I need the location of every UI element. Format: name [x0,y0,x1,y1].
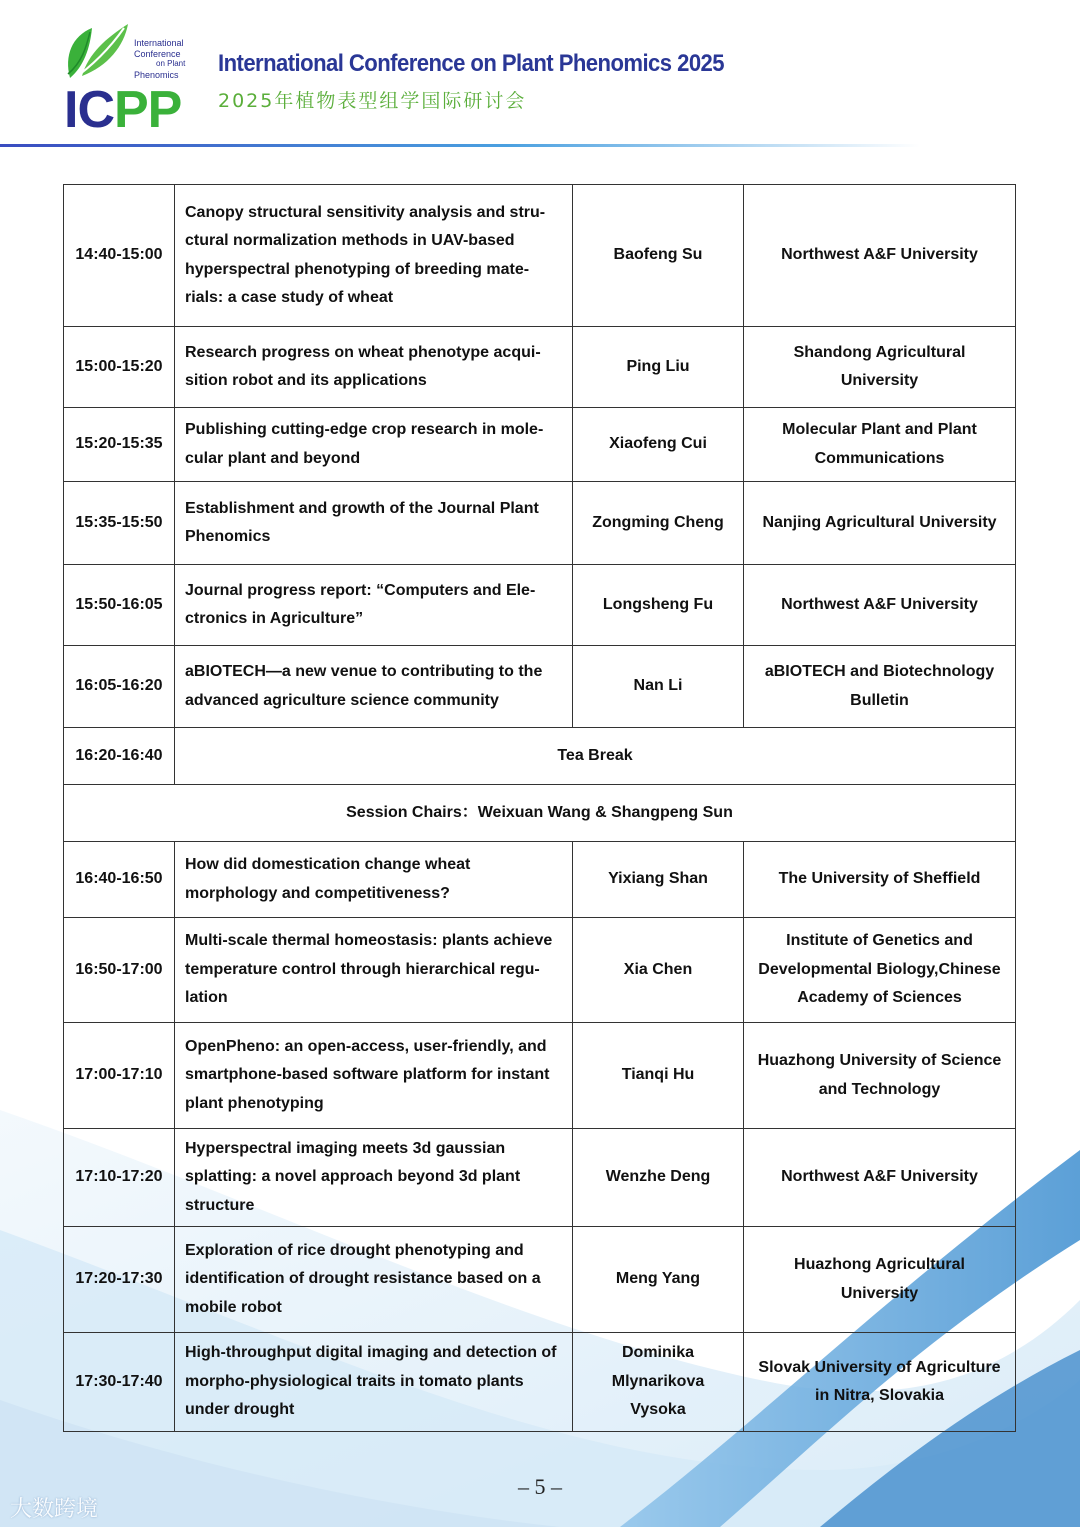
watermark: 大数跨境 [10,1497,99,1522]
table-row [64,327,1016,408]
affiliation-cell: Northwest A&F University [744,1129,1016,1227]
affiliation-cell: Huazhong University of Science and Technology [744,1023,1016,1129]
affiliation-cell: Shandong Agricultural University [744,327,1016,408]
time-cell: 16:40-16:50 [64,842,175,918]
speaker-cell: Wenzhe Deng [573,1129,744,1227]
speaker-cell: Tianqi Hu [573,1023,744,1129]
topic-cell: How did domestication change wheat morphology and competitiveness? [175,842,573,918]
speaker-cell: Xiaofeng Cui [573,408,744,482]
affiliation-cell: Slovak University of Agriculture in Nitra, Slovakia [744,1333,1016,1432]
affiliation-cell: The University of Sheffield [744,842,1016,918]
page-number: – 5 – [518,1474,562,1499]
time-cell: 15:35-15:50 [64,482,175,565]
topic-cell: Journal progress report: “Computers and Ele-ctronics in Agriculture” [175,565,573,646]
affiliation-cell: Northwest A&F University [744,185,1016,327]
time-cell: 16:20-16:40 [64,728,175,785]
logo-pp: PP [114,81,182,139]
topic-cell: High-throughput digital imaging and detection of morpho-physiological traits in tomato plants under drought [175,1333,573,1432]
tea-break-cell: Tea Break [175,728,1016,785]
table-row [64,1333,1016,1432]
speaker-cell: Ping Liu [573,327,744,408]
table-row [64,918,1016,1023]
table-row [64,1129,1016,1227]
table-row [64,842,1016,918]
table-row [64,482,1016,565]
topic-cell: OpenPheno: an open-access, user-friendly, and smartphone-based software platform for instant plant phenotyping [175,1023,573,1129]
speaker-cell: Longsheng Fu [573,565,744,646]
topic-cell: Publishing cutting-edge crop research in mole-cular plant and beyond [175,408,573,482]
speaker-cell: Dominika Mlynarikova Vysoka [573,1333,744,1432]
topic-cell: Research progress on wheat phenotype acqui-sition robot and its applications [175,327,573,408]
topic-cell: Exploration of rice drought phenotyping and identification of drought resistance based on a mobile robot [175,1227,573,1333]
topic-cell: aBIOTECH—a new venue to contributing to the advanced agriculture science community [175,646,573,728]
topic-cell: Multi-scale thermal homeostasis: plants achieve temperature control through hierarchical regu-lation [175,918,573,1023]
time-cell: 17:30-17:40 [64,1333,175,1432]
speaker-cell: Nan Li [573,646,744,728]
topic-cell: Canopy structural sensitivity analysis and stru-ctural normalization methods in UAV-based hyperspectral phenotyping of breeding mate-rials: a case study of wheat [175,185,573,327]
table-row-session [64,785,1016,842]
table-row [64,646,1016,728]
conference-title-cn: 2025年植物表型组学国际研讨会 [218,90,527,112]
speaker-cell: Yixiang Shan [573,842,744,918]
time-cell: 15:20-15:35 [64,408,175,482]
speaker-cell: Baofeng Su [573,185,744,327]
affiliation-cell: Nanjing Agricultural University [744,482,1016,565]
time-cell: 17:10-17:20 [64,1129,175,1227]
affiliation-cell: Huazhong Agricultural University [744,1227,1016,1333]
time-cell: 16:50-17:00 [64,918,175,1023]
time-cell: 14:40-15:00 [64,185,175,327]
table-row [64,408,1016,482]
affiliation-cell: Northwest A&F University [744,565,1016,646]
logo-line: International [134,38,184,48]
schedule-table [63,184,1016,1432]
table-row [64,185,1016,327]
header-divider [0,144,920,147]
time-cell: 15:50-16:05 [64,565,175,646]
logo-line: Conference [134,48,181,59]
table-row-break [64,728,1016,785]
logo-line: Phenomics [134,69,179,80]
time-cell: 16:05-16:20 [64,646,175,728]
speaker-cell: Meng Yang [573,1227,744,1333]
conference-title-en: International Conference on Plant Phenomics 2025 [218,50,725,77]
icpp-logo [62,18,194,134]
table-row [64,565,1016,646]
logo-line: on Plant [156,59,186,68]
time-cell: 17:20-17:30 [64,1227,175,1333]
logo-ic: IC [64,81,114,139]
topic-cell: Establishment and growth of the Journal Plant Phenomics [175,482,573,565]
affiliation-cell: Institute of Genetics and Developmental Biology,Chinese Academy of Sciences [744,918,1016,1023]
affiliation-cell: aBIOTECH and Biotechnology Bulletin [744,646,1016,728]
affiliation-cell: Molecular Plant and Plant Communications [744,408,1016,482]
time-cell: 15:00-15:20 [64,327,175,408]
speaker-cell: Zongming Cheng [573,482,744,565]
leaf-logo-icon [62,18,142,88]
topic-cell: Hyperspectral imaging meets 3d gaussian splatting: a novel approach beyond 3d plant structure [175,1129,573,1227]
table-row [64,1227,1016,1333]
speaker-cell: Xia Chen [573,918,744,1023]
session-chairs-cell: Session Chairs：Weixuan Wang & Shangpeng Sun [64,785,1016,842]
table-row [64,1023,1016,1129]
time-cell: 17:00-17:10 [64,1023,175,1129]
